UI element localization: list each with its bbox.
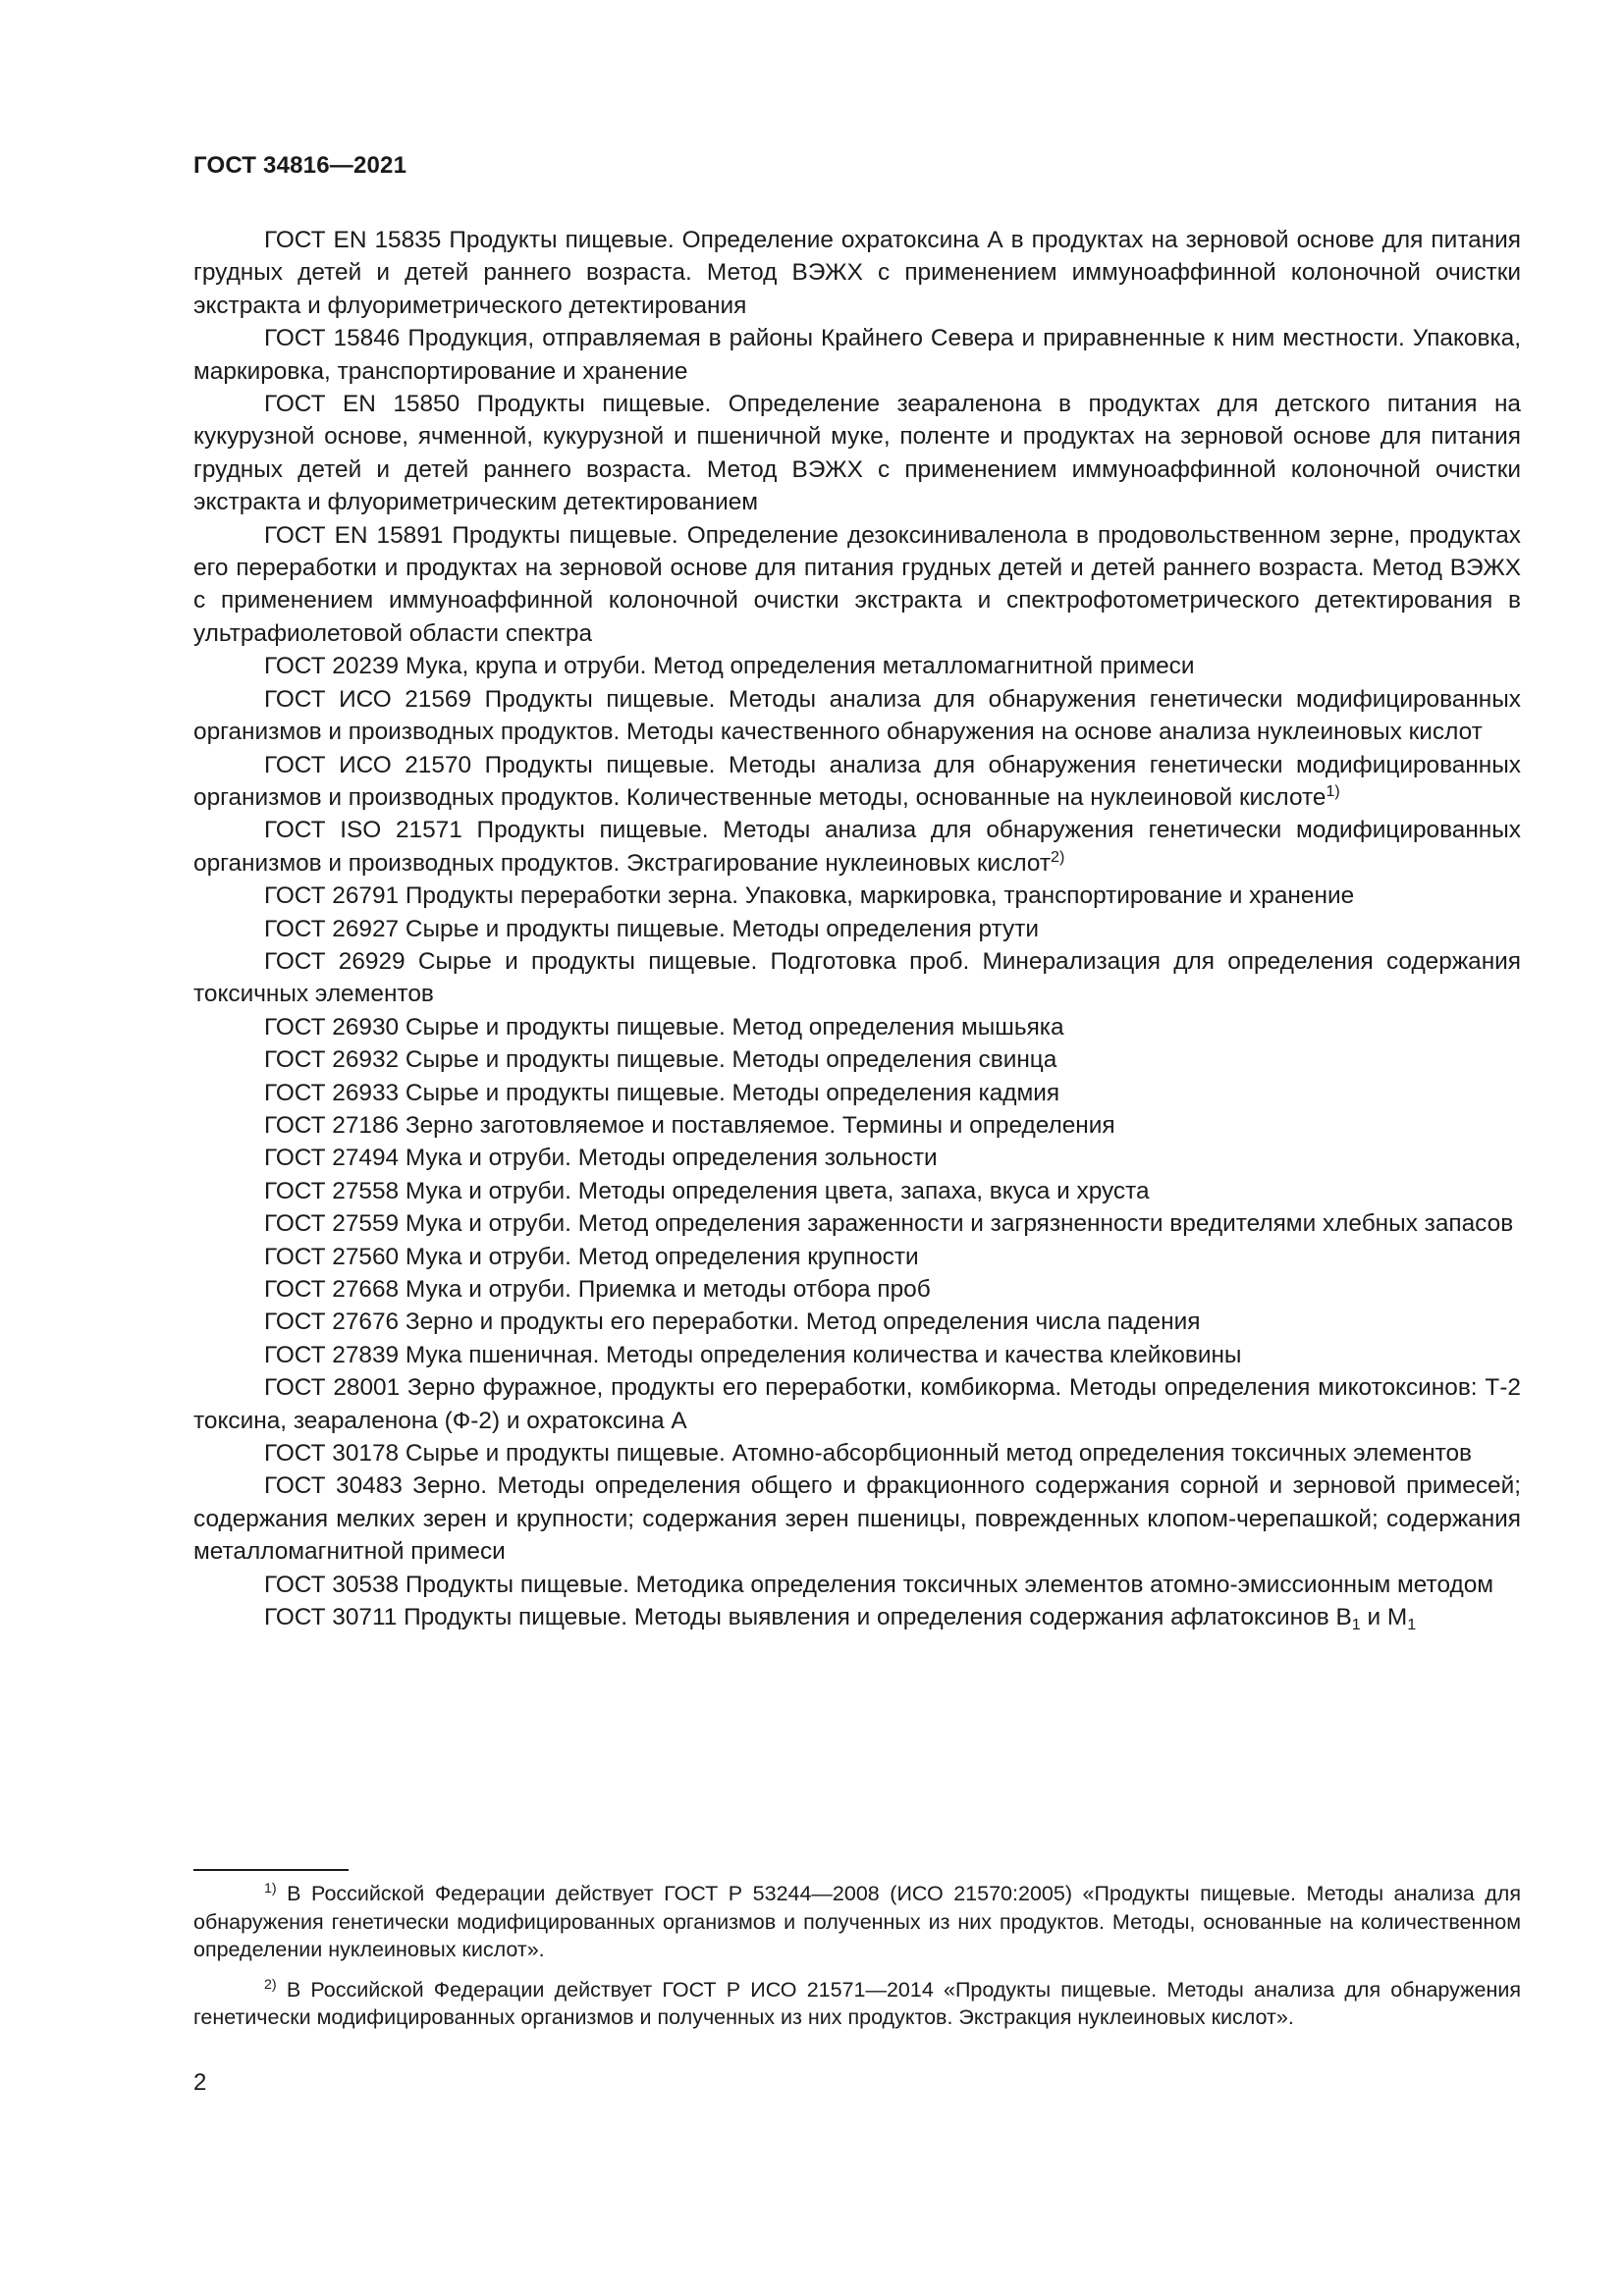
reference-item xyxy=(193,1175,1521,1207)
reference-item xyxy=(193,650,1521,682)
reference-text: ГОСТ 26933 Сырье и продукты пищевые. Методы определения кадмия xyxy=(264,1079,1060,1106)
reference-item xyxy=(193,1469,1521,1568)
reference-item xyxy=(193,519,1521,651)
reference-item xyxy=(193,388,1521,519)
reference-text: ГОСТ 27558 Мука и отруби. Методы определения цвета, запаха, вкуса и хруста xyxy=(264,1177,1150,1204)
aflatoxin-m-subscript: 1 xyxy=(1407,1615,1417,1633)
reference-item xyxy=(193,1043,1521,1076)
reference-item xyxy=(193,1371,1521,1437)
reference-text: ГОСТ ИСО 21569 Продукты пищевые. Методы анализа для обнаружения генетически модифицированных организмов и производных продуктов. Методы качественного обнаружения на основе анализа нуклеиновых кислот xyxy=(193,685,1521,746)
reference-text: ГОСТ 27676 Зерно и продукты его переработки. Метод определения числа падения xyxy=(264,1308,1201,1336)
reference-text: ГОСТ EN 15891 Продукты пищевые. Определение дезоксиниваленола в продовольственном зерне, продуктах его переработки и продуктах на зерновой основе для питания грудных детей и детей раннего возраста. Метод ВЭЖХ с применением иммуноаффинной колоночной очистки экстракта и спектрофотометрического детектирования в ультрафиолетовой области спектра xyxy=(193,521,1521,647)
page-number: 2 xyxy=(193,2069,207,2096)
footnote-text: В Российской Федерации действует ГОСТ Р 53244—2008 (ИСО 21570:2005) «Продукты пищевые. Методы анализа для обнаружения генетически модифицированных организмов и полученных из них продуктов. Методы, основанные на количественном определении нуклеиновых кислот». xyxy=(193,1882,1521,1962)
reference-text: ГОСТ 28001 Зерно фуражное, продукты его переработки, комбикорма. Методы определения микотоксинов: Т-2 токсина, зеараленона (Ф-2) и охратоксина А xyxy=(193,1374,1521,1434)
aflatoxin-b-letter: В xyxy=(1335,1604,1352,1631)
reference-text: ГОСТ 27559 Мука и отруби. Метод определения зараженности и загрязненности вредителями хлебных запасов xyxy=(264,1210,1514,1238)
document-code-header: ГОСТ 34816—2021 xyxy=(193,152,407,179)
footnote-mark: 2) xyxy=(264,1976,277,1993)
reference-item xyxy=(193,945,1521,1011)
reference-text: ГОСТ 26930 Сырье и продукты пищевые. Метод определения мышьяка xyxy=(264,1013,1064,1041)
reference-item xyxy=(193,1569,1521,1601)
reference-item xyxy=(193,1077,1521,1109)
reference-text: ГОСТ 30483 Зерно. Методы определения общего и фракционного содержания сорной и зерновой примесей; содержания мелких зерен и крупности; содержания зерен пшеницы, поврежденных клопом-черепашкой; содержания металломагнитной примеси xyxy=(193,1472,1521,1566)
reference-text: ГОСТ 27668 Мука и отруби. Приемка и методы отбора проб xyxy=(264,1276,931,1303)
footnotes-section xyxy=(193,1869,1521,2044)
footnote-item xyxy=(193,1880,1521,1964)
reference-item xyxy=(193,749,1521,815)
reference-item xyxy=(193,322,1521,388)
reference-item xyxy=(193,880,1521,912)
reference-item xyxy=(193,683,1521,749)
reference-text: ГОСТ EN 15835 Продукты пищевые. Определение охратоксина А в продуктах на зерновой основе для питания грудных детей и детей раннего возраста. Метод ВЭЖХ с применением иммуноаффинной колоночной очистки экстракта и флуориметрического детектирования xyxy=(193,227,1521,319)
footnote-item xyxy=(193,1976,1521,2032)
footnote-marker: 1) xyxy=(1326,782,1340,801)
reference-item xyxy=(193,1011,1521,1043)
reference-text: ГОСТ 20239 Мука, крупа и отруби. Метод определения металломагнитной примеси xyxy=(264,653,1195,680)
reference-text: ГОСТ 27839 Мука пшеничная. Методы определения количества и качества клейковины xyxy=(264,1341,1242,1368)
reference-text: ГОСТ ISO 21571 Продукты пищевые. Методы анализа для обнаружения генетически модифицированных организмов и производных продуктов. Экстрагирование нуклеиновых кислот xyxy=(193,817,1521,877)
reference-item xyxy=(193,1437,1521,1469)
reference-item xyxy=(193,1339,1521,1371)
footnote-text: В Российской Федерации действует ГОСТ Р ИСО 21571—2014 «Продукты пищевые. Методы анализа для обнаружения генетически модифицированных организмов и полученных из них продуктов. Экстракция нуклеиновых кислот». xyxy=(193,1977,1521,2030)
footnote-separator xyxy=(193,1869,349,1871)
reference-item xyxy=(193,913,1521,945)
reference-text: ГОСТ 27560 Мука и отруби. Метод определения крупности xyxy=(264,1243,919,1270)
reference-item xyxy=(193,814,1521,880)
reference-text: ГОСТ 30711 Продукты пищевые. Методы выявления и определения содержания афлатоксинов xyxy=(264,1604,1329,1631)
reference-text: ГОСТ 30538 Продукты пищевые. Методика определения токсичных элементов атомно-эмиссионным методом xyxy=(264,1571,1494,1598)
reference-item xyxy=(193,1142,1521,1174)
reference-text: ГОСТ EN 15850 Продукты пищевые. Определение зеараленона в продуктах для детского питания на кукурузной основе, ячменной, кукурузной и пшеничной муке, поленте и продуктах на зерновой основе для питания грудных детей и детей раннего возраста. Метод ВЭЖХ с применением иммуноаффинной колоночной очистки экстракта и флуориметрическим детектированием xyxy=(193,391,1521,516)
reference-item xyxy=(193,224,1521,322)
reference-text: ГОСТ 26791 Продукты переработки зерна. Упаковка, маркировка, транспортирование и хранение xyxy=(264,882,1355,910)
reference-text: ГОСТ 27494 Мука и отруби. Методы определения зольности xyxy=(264,1145,938,1172)
reference-item xyxy=(193,1109,1521,1142)
reference-item xyxy=(193,1306,1521,1338)
reference-text: ГОСТ 27186 Зерно заготовляемое и поставляемое. Термины и определения xyxy=(264,1111,1115,1139)
reference-item xyxy=(193,1273,1521,1306)
reference-text: ГОСТ 15846 Продукция, отправляемая в районы Крайнего Севера и приравненные к ним местности. Упаковка, маркировка, транспортирование и хранение xyxy=(193,325,1521,385)
reference-item xyxy=(193,1241,1521,1273)
reference-item xyxy=(193,1207,1521,1240)
normative-references-list xyxy=(193,224,1521,1633)
aflatoxin-b-subscript: 1 xyxy=(1351,1615,1361,1633)
footnote-marker: 2) xyxy=(1051,847,1065,866)
reference-item xyxy=(193,1601,1521,1633)
reference-text: ГОСТ 30178 Сырье и продукты пищевые. Атомно-абсорбционный метод определения токсичных элементов xyxy=(264,1440,1472,1468)
reference-text: ГОСТ 26932 Сырье и продукты пищевые. Методы определения свинца xyxy=(264,1046,1057,1074)
reference-text: ГОСТ 26927 Сырье и продукты пищевые. Методы определения ртути xyxy=(264,915,1040,942)
conjunction: и xyxy=(1367,1604,1381,1631)
aflatoxin-m-letter: М xyxy=(1386,1604,1408,1631)
reference-text: ГОСТ 26929 Сырье и продукты пищевые. Подготовка проб. Минерализация для определения содержания токсичных элементов xyxy=(193,947,1521,1008)
reference-text: ГОСТ ИСО 21570 Продукты пищевые. Методы анализа для обнаружения генетически модифицированных организмов и производных продуктов. Количественные методы, основанные на нуклеиновой кислоте xyxy=(193,751,1521,811)
footnote-mark: 1) xyxy=(264,1881,277,1897)
